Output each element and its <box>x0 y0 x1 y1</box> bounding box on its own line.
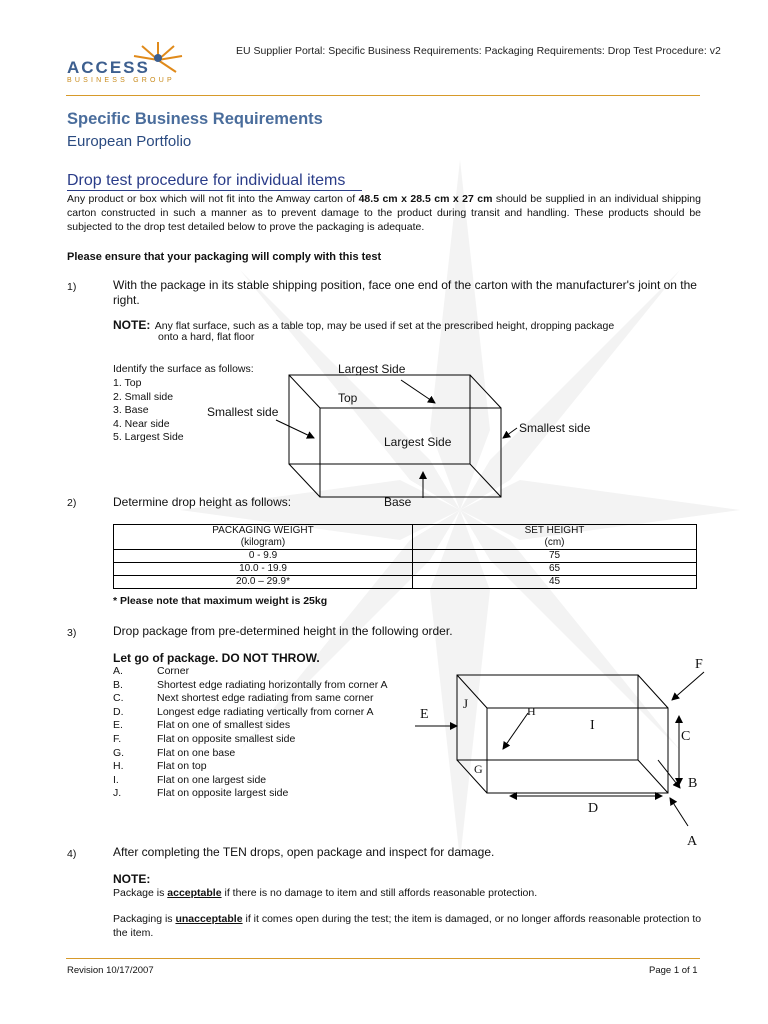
label-g: G <box>474 762 483 776</box>
note-label: NOTE: <box>113 318 151 332</box>
ensure-heading: Please ensure that your packaging will comply with this test <box>67 251 382 263</box>
page-subtitle: European Portfolio <box>67 133 192 150</box>
footer-divider <box>66 958 700 959</box>
list-item: J. Flat on opposite largest side <box>113 787 289 800</box>
document-path-header: EU Supplier Portal: Specific Business Requirements: Packaging Requirements: Drop Test Procedure: v2 <box>236 45 721 57</box>
list-item: 4. Near side <box>113 417 170 430</box>
label-d: D <box>588 801 599 816</box>
label-smallest-side-right: Smallest side <box>519 421 591 435</box>
label-a: A <box>687 834 698 849</box>
header-divider <box>66 95 700 96</box>
step-4-note-label: NOTE: <box>113 872 151 886</box>
step-number: 4) <box>67 848 77 860</box>
identify-label: Identify the surface as follows: <box>113 363 254 375</box>
logo-wordmark: ACCESS <box>67 58 150 77</box>
footer-revision: Revision 10/17/2007 <box>67 965 154 976</box>
list-item: G. Flat on one base <box>113 746 236 759</box>
label-h: H <box>527 704 536 718</box>
label-largest-side-top: Largest Side <box>338 362 406 376</box>
list-item: B. Shortest edge radiating horizontally from corner A <box>113 678 388 691</box>
label-largest-side-center: Largest Side <box>384 435 452 449</box>
list-item: 1. Top <box>113 377 142 389</box>
table-cell: 65 <box>413 563 697 576</box>
label-e: E <box>420 707 429 722</box>
table-header-cell: PACKAGING WEIGHT (kilogram) <box>114 525 413 550</box>
section-title-underline <box>67 190 362 191</box>
page-title: Specific Business Requirements <box>67 110 323 128</box>
table-footnote: * Please note that maximum weight is 25kg <box>113 595 328 607</box>
step-4-text: After completing the TEN drops, open package and inspect for damage. <box>113 845 495 859</box>
list-item: I. Flat on one largest side <box>113 773 267 786</box>
table-cell: 75 <box>413 550 697 563</box>
table-cell: 10.0 - 19.9 <box>114 563 413 576</box>
list-item: C. Next shortest edge radiating from same corner <box>113 692 374 705</box>
list-item: F. Flat on opposite smallest side <box>113 732 296 745</box>
carton-dimensions: 48.5 cm x 28.5 cm x 27 cm <box>358 193 493 205</box>
label-j: J <box>463 696 469 711</box>
label-smallest-side-left: Smallest side <box>207 405 279 419</box>
table-cell: 20.0 – 29.9* <box>114 576 413 589</box>
step-number: 2) <box>67 497 77 509</box>
table-cell: 0 - 9.9 <box>114 550 413 563</box>
label-i: I <box>590 718 595 733</box>
surface-list <box>113 377 184 445</box>
list-item: A. Corner <box>113 665 190 677</box>
list-item: D. Longest edge radiating vertically from corner A <box>113 705 374 718</box>
acceptable-criteria: Package is acceptable if there is no damage to item and still affords reasonable protection. <box>113 887 538 899</box>
step-2-text: Determine drop height as follows: <box>113 495 292 509</box>
list-item: 5. Largest Side <box>113 431 184 443</box>
list-item: 3. Base <box>113 404 149 416</box>
table-row <box>114 563 697 576</box>
label-f: F <box>695 657 703 672</box>
list-item: 2. Small side <box>113 390 174 403</box>
unacceptable-criteria: Packaging is unacceptable if it comes open during the test; the item is damaged, or no longer affords reasonable protection to the item. <box>113 913 702 939</box>
label-b: B <box>688 776 698 791</box>
step-1-note: NOTE: Any flat surface, such as a table top, may be used if set at the prescribed height, dropping package <box>113 318 615 332</box>
step-number: 3) <box>67 627 77 639</box>
box-surface-diagram <box>270 360 520 500</box>
step-1-text: With the package in its stable shipping position, face one end of the carton with the manufacturer's joint on the right. <box>113 278 697 307</box>
list-item: H. Flat on top <box>113 760 207 773</box>
table-row <box>114 550 697 563</box>
table-header-cell: SET HEIGHT (cm) <box>413 525 697 550</box>
label-base: Base <box>384 495 412 509</box>
list-item: E. Flat on one of smallest sides <box>113 719 291 732</box>
label-c: C <box>681 729 691 744</box>
table-row <box>114 576 697 589</box>
step-3-subheading: Let go of package. DO NOT THROW. <box>113 651 320 665</box>
footer-page-number: Page 1 of 1 <box>649 965 698 976</box>
drop-order-diagram <box>410 660 710 850</box>
step-3-text: Drop package from pre-determined height in the following order. <box>113 624 453 638</box>
drop-order-list <box>113 665 388 801</box>
section-title: Drop test procedure for individual items <box>67 172 346 189</box>
drop-height-table <box>113 524 697 589</box>
logo-subtitle: BUSINESS GROUP <box>67 77 175 84</box>
table-header-row <box>114 525 697 550</box>
intro-paragraph: Any product or box which will not fit into the Amway carton of 48.5 cm x 28.5 cm x 27 cm should be supplied in an individual shipping carton constructed in such a manner as to prevent damage to the product during transit and handling. These products should be subjected to the drop test detailed below to prove the packaging is adequate. <box>67 193 701 233</box>
label-top: Top <box>338 391 358 405</box>
step-1-note-continued: onto a hard, flat floor <box>158 331 255 343</box>
table-cell: 45 <box>413 576 697 589</box>
step-number: 1) <box>67 281 77 293</box>
